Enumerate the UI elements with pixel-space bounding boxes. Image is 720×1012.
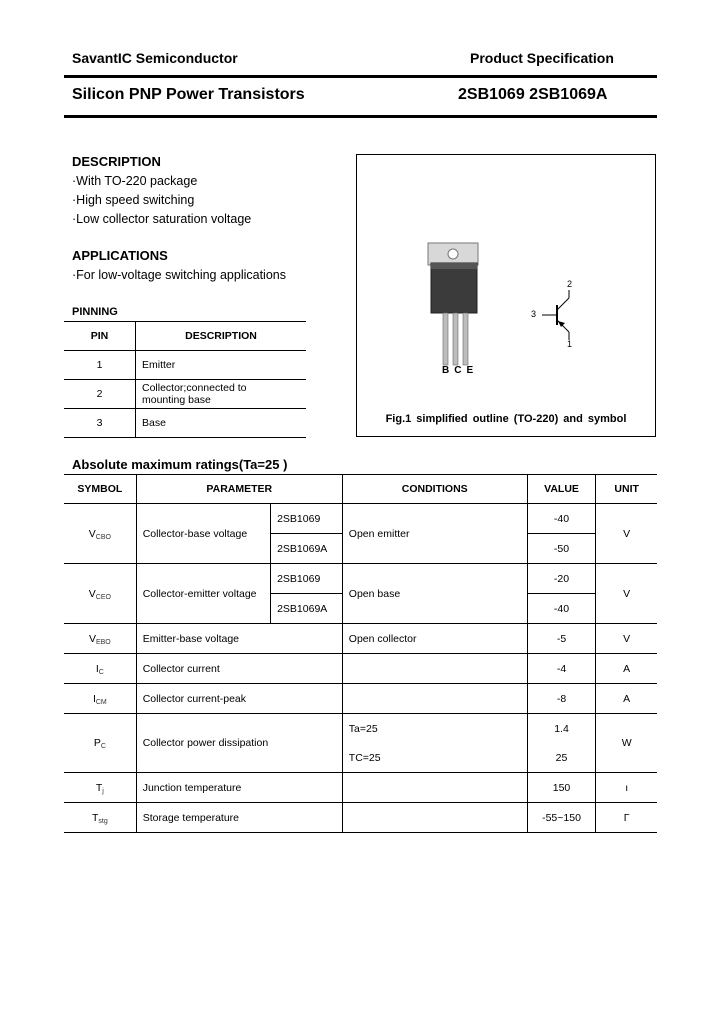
table-row bbox=[64, 714, 657, 744]
unit-cell: Γ bbox=[596, 803, 657, 833]
ratings-title: Absolute maximum ratings(Ta=25 ) bbox=[72, 457, 288, 472]
table-row bbox=[64, 803, 657, 833]
value-cell: -40 bbox=[527, 594, 596, 624]
parameter-cell: Collector-emitter voltage bbox=[136, 564, 270, 624]
description-item: ·With TO-220 package bbox=[72, 174, 198, 188]
table-row bbox=[64, 654, 657, 684]
value-cell: 1.4 bbox=[527, 714, 596, 744]
unit-cell: A bbox=[596, 684, 657, 714]
description-item: ·High speed switching bbox=[72, 193, 195, 207]
table-row bbox=[64, 684, 657, 714]
value-cell: 25 bbox=[527, 743, 596, 773]
conditions-header: CONDITIONS bbox=[342, 475, 527, 504]
description-item: ·Low collector saturation voltage bbox=[72, 212, 252, 226]
part-cell: 2SB1069A bbox=[271, 534, 343, 564]
lead-label: B bbox=[442, 365, 455, 376]
unit-cell: ı bbox=[596, 773, 657, 803]
parameter-cell: Emitter-base voltage bbox=[136, 624, 342, 654]
value-cell: -5 bbox=[527, 624, 596, 654]
value-header: VALUE bbox=[527, 475, 596, 504]
symbol-cell: Tstg bbox=[64, 803, 136, 833]
pin-description: Collector;connected to mounting base bbox=[136, 380, 307, 409]
company-name: SavantIC Semiconductor bbox=[72, 50, 238, 66]
figure-caption: Fig.1 simplified outline (TO-220) and symbol bbox=[385, 413, 627, 425]
table-header-row bbox=[64, 475, 657, 504]
condition-cell bbox=[342, 773, 527, 803]
parameter-cell: Collector current bbox=[136, 654, 342, 684]
lead-emitter bbox=[463, 313, 468, 365]
value-cell: -8 bbox=[527, 684, 596, 714]
table-row bbox=[64, 624, 657, 654]
condition-cell bbox=[342, 684, 527, 714]
to220-package-illustration bbox=[357, 155, 655, 436]
table-header-row bbox=[64, 322, 306, 351]
description-title: DESCRIPTION bbox=[72, 154, 161, 169]
parameter-cell: Collector power dissipation bbox=[136, 714, 342, 773]
table-row bbox=[64, 380, 306, 409]
symbol-cell: VEBO bbox=[64, 624, 136, 654]
symbol-pin-label: 3 bbox=[531, 309, 537, 319]
unit-cell: V bbox=[596, 504, 657, 564]
unit-cell: W bbox=[596, 714, 657, 773]
condition-cell bbox=[342, 654, 527, 684]
part-numbers: 2SB1069 2SB1069A bbox=[458, 86, 608, 103]
part-cell: 2SB1069 bbox=[271, 504, 343, 534]
header-rule-2 bbox=[64, 115, 657, 118]
parameter-cell: Storage temperature bbox=[136, 803, 342, 833]
table-row bbox=[64, 409, 306, 438]
symbol-cell: IC bbox=[64, 654, 136, 684]
table-row bbox=[64, 351, 306, 380]
pinning-title: PINNING bbox=[72, 306, 118, 318]
figure-box bbox=[356, 154, 656, 437]
condition-cell: Ta=25 bbox=[342, 714, 527, 744]
condition-cell: Open emitter bbox=[342, 504, 527, 564]
applications-item: ·For low-voltage switching applications bbox=[72, 268, 286, 282]
doc-type: Product Specification bbox=[470, 50, 614, 66]
table-row bbox=[64, 504, 657, 534]
part-cell: 2SB1069 bbox=[271, 564, 343, 594]
value-cell: 150 bbox=[527, 773, 596, 803]
lead-base bbox=[443, 313, 448, 365]
package-body-top bbox=[431, 263, 477, 269]
pin-number: 3 bbox=[64, 409, 136, 438]
parameter-cell: Collector current-peak bbox=[136, 684, 342, 714]
unit-cell: V bbox=[596, 564, 657, 624]
unit-header: UNIT bbox=[596, 475, 657, 504]
lead-label: E bbox=[466, 365, 479, 376]
part-cell: 2SB1069A bbox=[271, 594, 343, 624]
parameter-header: PARAMETER bbox=[136, 475, 342, 504]
condition-cell: TC=25 bbox=[342, 743, 527, 773]
value-cell: -20 bbox=[527, 564, 596, 594]
lead-labels bbox=[442, 365, 478, 376]
pin-description: Base bbox=[136, 409, 307, 438]
value-cell: -40 bbox=[527, 504, 596, 534]
condition-cell: Open collector bbox=[342, 624, 527, 654]
product-line: Silicon PNP Power Transistors bbox=[72, 86, 305, 103]
pin-header: PIN bbox=[64, 322, 136, 351]
symbol-collector-line bbox=[557, 298, 569, 310]
parameter-cell: Junction temperature bbox=[136, 773, 342, 803]
value-cell: -50 bbox=[527, 534, 596, 564]
condition-cell: Open base bbox=[342, 564, 527, 624]
package-body bbox=[431, 263, 477, 313]
pinning-table bbox=[64, 321, 306, 438]
symbol-cell: PC bbox=[64, 714, 136, 773]
lead-label: C bbox=[454, 365, 467, 376]
unit-cell: V bbox=[596, 624, 657, 654]
symbol-cell: VCEO bbox=[64, 564, 136, 624]
value-cell: -55~150 bbox=[527, 803, 596, 833]
ratings-table bbox=[64, 474, 657, 833]
symbol-cell: VCBO bbox=[64, 504, 136, 564]
lead-collector bbox=[453, 313, 458, 365]
table-row bbox=[64, 773, 657, 803]
pin-description: Emitter bbox=[136, 351, 307, 380]
applications-title: APPLICATIONS bbox=[72, 248, 168, 263]
unit-cell: A bbox=[596, 654, 657, 684]
symbol-cell: Tj bbox=[64, 773, 136, 803]
header-rule-1 bbox=[64, 75, 657, 78]
pin-number: 1 bbox=[64, 351, 136, 380]
condition-cell bbox=[342, 803, 527, 833]
parameter-cell: Collector-base voltage bbox=[136, 504, 270, 564]
symbol-pin-label: 2 bbox=[567, 279, 573, 289]
value-cell: -4 bbox=[527, 654, 596, 684]
symbol-pin-label: 1 bbox=[567, 339, 573, 349]
symbol-emitter-arrow bbox=[558, 321, 565, 327]
pin-description-header: DESCRIPTION bbox=[136, 322, 307, 351]
pin-number: 2 bbox=[64, 380, 136, 409]
table-row bbox=[64, 564, 657, 594]
symbol-header: SYMBOL bbox=[64, 475, 136, 504]
mounting-hole bbox=[448, 249, 458, 259]
symbol-cell: ICM bbox=[64, 684, 136, 714]
